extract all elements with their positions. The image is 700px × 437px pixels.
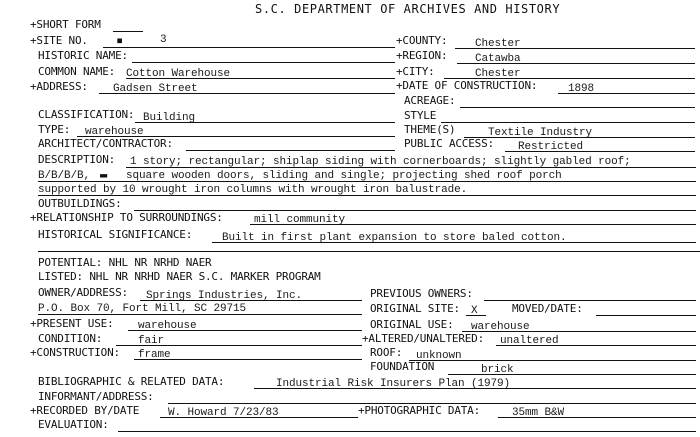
owner-line [140,300,362,301]
section-divider [38,251,700,252]
site-no-line [103,47,395,48]
previous-owners-line [484,300,696,301]
original-use-label: ORIGINAL USE: [370,318,454,331]
bibliographic-line [254,388,696,389]
altered-line [496,345,696,346]
architect-line [186,150,395,151]
acreage-line [460,107,695,108]
description-line-3[interactable]: supported by 10 wrought iron columns with wrought iron balustrade. [38,184,468,196]
bibliographic-label: BIBLIOGRAPHIC & RELATED DATA: [38,375,225,388]
region-line [457,63,695,64]
short-form-label: +SHORT FORM [30,18,101,31]
date-construction-value[interactable]: 1898 [568,83,595,95]
type-label: TYPE: [38,123,71,136]
present-use-label: +PRESENT USE: [30,317,114,330]
site-no-label: +SITE NO. [30,34,88,47]
owner-value[interactable]: Springs Industries, Inc. [146,290,303,302]
condition-label: CONDITION: [38,332,103,345]
roof-label: ROOF: [370,346,403,359]
address-value[interactable]: Gadsen Street [113,83,198,95]
original-use-line [462,331,696,332]
altered-value[interactable]: unaltered [500,335,559,347]
ink-blot-icon: ▬ [100,168,108,182]
owner-address[interactable]: P.O. Box 70, Fort Mill, SC 29715 [38,303,247,315]
region-label: +REGION: [396,49,448,62]
description-rule-3 [38,195,696,196]
construction-line [134,359,362,360]
site-no-value[interactable]: 3 [160,34,167,46]
listed-line: LISTED: NHL NR NRHD NAER S.C. MARKER PROGRAM [38,270,321,283]
roof-line [409,360,696,361]
city-value[interactable]: Chester [475,68,521,80]
foundation-value[interactable]: brick [481,364,514,376]
ink-mark-icon: ▪ [116,33,124,47]
type-value[interactable]: warehouse [85,126,144,138]
date-construction-label: +DATE OF CONSTRUCTION: [396,79,538,92]
informant-label: INFORMANT/ADDRESS: [38,390,154,403]
description-line-1[interactable]: 1 story; rectangular; shiplap siding with cornerboards; slightly gabled roof; [130,156,631,168]
original-use-value[interactable]: warehouse [471,321,530,333]
relationship-line [250,224,696,225]
historic-name-line [132,62,395,63]
county-line [455,48,695,49]
public-access-label: PUBLIC ACCESS: [404,137,494,150]
style-line [441,122,695,123]
common-name-line [126,78,395,79]
photographic-line [498,417,696,418]
theme-label: THEME(S) [404,123,456,136]
owner-address-line [38,314,362,315]
architect-label: ARCHITECT/CONTRACTOR: [38,137,173,150]
county-label: +COUNTY: [396,34,448,47]
page-title: S.C. DEPARTMENT OF ARCHIVES AND HISTORY [255,2,561,16]
present-use-value[interactable]: warehouse [138,320,197,332]
original-site-label: ORIGINAL SITE: [370,302,460,315]
construction-value[interactable]: frame [138,349,171,361]
classification-line [135,122,395,123]
classification-value[interactable]: Building [143,112,196,124]
acreage-label: ACREAGE: [404,94,456,107]
theme-line [464,137,695,138]
condition-line [116,345,362,346]
common-name-value[interactable]: Cotton Warehouse [126,68,231,80]
construction-label: +CONSTRUCTION: [30,346,120,359]
foundation-line [448,374,696,375]
short-form-line [113,31,143,32]
evaluation-label: EVALUATION: [38,418,109,431]
description-rule-1 [126,167,696,168]
altered-label: +ALTERED/UNALTERED: [362,332,485,345]
photographic-value[interactable]: 35mm B&W [512,407,565,419]
relationship-label: +RELATIONSHIP TO SURROUNDINGS: [30,211,223,224]
region-value[interactable]: Catawba [475,53,521,65]
recorded-label: +RECORDED BY/DATE [30,404,140,417]
description-line-2a[interactable]: B/B/B/B, [38,170,91,182]
date-construction-line [558,93,695,94]
public-access-line [505,151,695,152]
description-rule-2 [38,181,696,182]
theme-value[interactable]: Textile Industry [488,127,593,139]
classification-label: CLASSIFICATION: [38,108,135,121]
condition-value[interactable]: fair [138,335,165,347]
description-label: DESCRIPTION: [38,153,116,166]
original-site-value[interactable]: X [471,305,478,317]
common-name-label: COMMON NAME: [38,65,116,78]
present-use-line [128,330,362,331]
moved-line [596,315,696,316]
evaluation-line [118,431,696,432]
original-site-line [466,315,486,316]
foundation-label: FOUNDATION [370,360,435,373]
outbuildings-label: OUTBUILDINGS: [38,197,122,210]
relationship-value[interactable]: mill community [254,214,346,226]
previous-owners-label: PREVIOUS OWNERS: [370,287,473,300]
significance-value[interactable]: Built in first plant expansion to store baled cotton. [222,232,567,244]
roof-value[interactable]: unknown [416,350,462,362]
recorded-line [160,417,358,418]
recorded-value[interactable]: W. Howard 7/23/83 [168,407,279,419]
significance-label: HISTORICAL SIGNIFICANCE: [38,228,193,241]
owner-label: OWNER/ADDRESS: [38,286,128,299]
address-label: +ADDRESS: [30,80,88,93]
potential-line: POTENTIAL: NHL NR NRHD NAER [38,256,212,269]
photographic-label: +PHOTOGRAPHIC DATA: [358,404,481,417]
city-label: +CITY: [396,65,435,78]
address-line [99,93,395,94]
county-value[interactable]: Chester [475,38,521,50]
style-label: STYLE [404,109,437,122]
historic-name-label: HISTORIC NAME: [38,49,128,62]
bibliographic-value[interactable]: Industrial Risk Insurers Plan (1979) [276,378,511,390]
significance-line [212,242,696,243]
moved-label: MOVED/DATE: [512,302,583,315]
public-access-value[interactable]: Restricted [518,141,584,153]
description-line-2b[interactable]: square wooden doors, sliding and single; projecting shed roof porch [126,170,562,182]
